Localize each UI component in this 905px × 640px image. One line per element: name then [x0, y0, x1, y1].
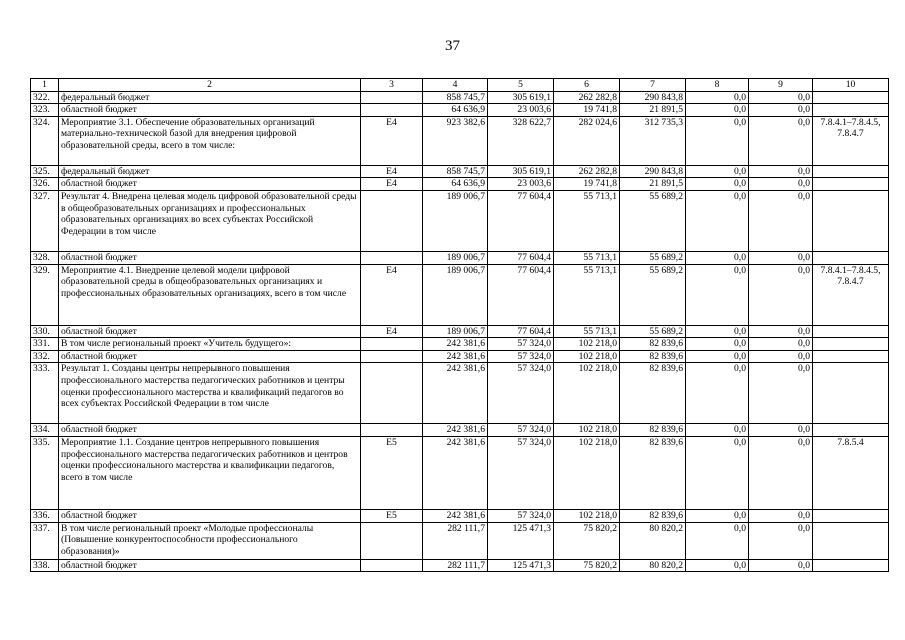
value-col5-cell: 77 604,4 [488, 190, 554, 251]
item-name-cell: областной бюджет [59, 104, 361, 117]
value-col5-cell: 305 619,1 [488, 91, 554, 104]
value-col8-cell: 0,0 [686, 264, 749, 325]
value-col7-cell: 55 689,2 [620, 264, 686, 325]
table-row [31, 424, 889, 437]
row-number-cell: 330. [31, 325, 59, 338]
row-number-cell: 325. [31, 165, 59, 178]
value-col5-cell: 57 324,0 [488, 338, 554, 351]
value-col6-cell: 262 282,8 [554, 91, 620, 104]
value-col8-cell: 0,0 [686, 509, 749, 522]
table-row [31, 116, 889, 165]
item-name-cell: областной бюджет [59, 559, 361, 572]
value-col5-cell: 57 324,0 [488, 509, 554, 522]
value-col9-cell: 0,0 [749, 436, 813, 509]
budget-table [30, 78, 889, 572]
table-row [31, 165, 889, 178]
value-col7-cell: 55 689,2 [620, 325, 686, 338]
reference-cell: 7.8.4.1–7.8.4.5, 7.8.4.7 [813, 264, 889, 325]
reference-cell [813, 165, 889, 178]
code-cell: E5 [361, 436, 423, 509]
value-col5-cell: 57 324,0 [488, 436, 554, 509]
row-number-cell: 329. [31, 264, 59, 325]
table-row [31, 190, 889, 251]
code-cell: E5 [361, 509, 423, 522]
value-col7-cell: 80 820,2 [620, 522, 686, 559]
reference-cell [813, 178, 889, 191]
value-col5-cell: 125 471,3 [488, 559, 554, 572]
item-name-cell: федеральный бюджет [59, 165, 361, 178]
value-col8-cell: 0,0 [686, 325, 749, 338]
table-row [31, 338, 889, 351]
value-col7-cell: 82 839,6 [620, 350, 686, 363]
value-col4-cell: 242 381,6 [423, 363, 488, 424]
row-number-cell: 326. [31, 178, 59, 191]
value-col8-cell: 0,0 [686, 104, 749, 117]
value-col4-cell: 242 381,6 [423, 338, 488, 351]
code-cell [361, 251, 423, 264]
column-header: 4 [423, 79, 488, 92]
value-col7-cell: 80 820,2 [620, 559, 686, 572]
code-cell [361, 424, 423, 437]
value-col9-cell: 0,0 [749, 363, 813, 424]
code-cell [361, 522, 423, 559]
value-col7-cell: 82 839,6 [620, 363, 686, 424]
value-col9-cell: 0,0 [749, 325, 813, 338]
value-col7-cell: 290 843,8 [620, 165, 686, 178]
value-col8-cell: 0,0 [686, 424, 749, 437]
value-col6-cell: 55 713,1 [554, 190, 620, 251]
value-col7-cell: 290 843,8 [620, 91, 686, 104]
row-number-cell: 336. [31, 509, 59, 522]
table-row [31, 509, 889, 522]
item-name-cell: Результат 4. Внедрена целевая модель цифровой образовательной среды в общеобразовательных организациях и профессиональных образовательных организациях во всех субъектах Российской Федерации в том числе [59, 190, 361, 251]
table-row [31, 522, 889, 559]
column-header: 1 [31, 79, 59, 92]
value-col6-cell: 55 713,1 [554, 251, 620, 264]
code-cell [361, 338, 423, 351]
table-row [31, 325, 889, 338]
reference-cell: 7.8.5.4 [813, 436, 889, 509]
code-cell: E4 [361, 264, 423, 325]
value-col8-cell: 0,0 [686, 178, 749, 191]
value-col5-cell: 77 604,4 [488, 325, 554, 338]
code-cell: E4 [361, 325, 423, 338]
row-number-cell: 338. [31, 559, 59, 572]
page-number: 37 [445, 38, 460, 54]
value-col8-cell: 0,0 [686, 338, 749, 351]
value-col6-cell: 75 820,2 [554, 559, 620, 572]
reference-cell [813, 104, 889, 117]
item-name-cell: областной бюджет [59, 251, 361, 264]
row-number-cell: 335. [31, 436, 59, 509]
value-col9-cell: 0,0 [749, 338, 813, 351]
item-name-cell: Мероприятие 3.1. Обеспечение образовательных организаций материально-технической базой для внедрения цифровой образовательной среды, всего в том числе: [59, 116, 361, 165]
column-header: 7 [620, 79, 686, 92]
code-cell: E4 [361, 178, 423, 191]
value-col5-cell: 23 003,6 [488, 178, 554, 191]
row-number-cell: 332. [31, 350, 59, 363]
item-name-cell: областной бюджет [59, 424, 361, 437]
item-name-cell: федеральный бюджет [59, 91, 361, 104]
item-name-cell: В том числе региональный проект «Учитель будущего»: [59, 338, 361, 351]
code-cell [361, 350, 423, 363]
value-col7-cell: 312 735,3 [620, 116, 686, 165]
value-col9-cell: 0,0 [749, 165, 813, 178]
value-col9-cell: 0,0 [749, 104, 813, 117]
value-col7-cell: 82 839,6 [620, 424, 686, 437]
value-col9-cell: 0,0 [749, 178, 813, 191]
value-col6-cell: 262 282,8 [554, 165, 620, 178]
value-col6-cell: 55 713,1 [554, 264, 620, 325]
value-col6-cell: 282 024,6 [554, 116, 620, 165]
value-col5-cell: 57 324,0 [488, 424, 554, 437]
value-col6-cell: 19 741,8 [554, 104, 620, 117]
value-col8-cell: 0,0 [686, 559, 749, 572]
code-cell: E4 [361, 116, 423, 165]
table-row [31, 436, 889, 509]
value-col4-cell: 242 381,6 [423, 424, 488, 437]
value-col6-cell: 102 218,0 [554, 338, 620, 351]
value-col7-cell: 55 689,2 [620, 251, 686, 264]
reference-cell [813, 338, 889, 351]
reference-cell [813, 350, 889, 363]
value-col8-cell: 0,0 [686, 363, 749, 424]
value-col8-cell: 0,0 [686, 436, 749, 509]
table-row [31, 559, 889, 572]
value-col4-cell: 189 006,7 [423, 325, 488, 338]
value-col5-cell: 57 324,0 [488, 363, 554, 424]
value-col6-cell: 102 218,0 [554, 363, 620, 424]
reference-cell [813, 325, 889, 338]
row-number-cell: 337. [31, 522, 59, 559]
row-number-cell: 328. [31, 251, 59, 264]
value-col4-cell: 242 381,6 [423, 509, 488, 522]
value-col5-cell: 305 619,1 [488, 165, 554, 178]
item-name-cell: областной бюджет [59, 350, 361, 363]
value-col4-cell: 858 745,7 [423, 91, 488, 104]
table-row [31, 104, 889, 117]
value-col8-cell: 0,0 [686, 350, 749, 363]
value-col6-cell: 102 218,0 [554, 436, 620, 509]
value-col6-cell: 102 218,0 [554, 350, 620, 363]
reference-cell [813, 251, 889, 264]
column-header: 8 [686, 79, 749, 92]
value-col4-cell: 242 381,6 [423, 350, 488, 363]
value-col4-cell: 189 006,7 [423, 264, 488, 325]
value-col6-cell: 55 713,1 [554, 325, 620, 338]
value-col9-cell: 0,0 [749, 350, 813, 363]
reference-cell [813, 522, 889, 559]
item-name-cell: областной бюджет [59, 178, 361, 191]
value-col7-cell: 55 689,2 [620, 190, 686, 251]
column-header: 6 [554, 79, 620, 92]
code-cell [361, 91, 423, 104]
code-cell: E4 [361, 165, 423, 178]
value-col5-cell: 57 324,0 [488, 350, 554, 363]
value-col4-cell: 282 111,7 [423, 522, 488, 559]
row-number-cell: 333. [31, 363, 59, 424]
value-col7-cell: 21 891,5 [620, 178, 686, 191]
row-number-cell: 327. [31, 190, 59, 251]
value-col6-cell: 19 741,8 [554, 178, 620, 191]
value-col9-cell: 0,0 [749, 264, 813, 325]
value-col4-cell: 64 636,9 [423, 178, 488, 191]
reference-cell [813, 190, 889, 251]
item-name-cell: В том числе региональный проект «Молодые профессионалы (Повышение конкурентоспособности профессионального образования)» [59, 522, 361, 559]
table-row [31, 178, 889, 191]
item-name-cell: Мероприятие 4.1. Внедрение целевой модели цифровой образовательной среды в общеобразовательных организациях и профессиональных образовательных организациях, всего в том числе [59, 264, 361, 325]
value-col5-cell: 77 604,4 [488, 264, 554, 325]
column-header: 3 [361, 79, 423, 92]
value-col8-cell: 0,0 [686, 251, 749, 264]
header-row [31, 79, 889, 92]
item-name-cell: областной бюджет [59, 325, 361, 338]
reference-cell [813, 363, 889, 424]
column-header: 9 [749, 79, 813, 92]
table-body [31, 91, 889, 572]
reference-cell [813, 91, 889, 104]
column-header: 5 [488, 79, 554, 92]
value-col9-cell: 0,0 [749, 424, 813, 437]
value-col6-cell: 75 820,2 [554, 522, 620, 559]
value-col6-cell: 102 218,0 [554, 509, 620, 522]
value-col4-cell: 189 006,7 [423, 251, 488, 264]
value-col4-cell: 242 381,6 [423, 436, 488, 509]
row-number-cell: 323. [31, 104, 59, 117]
value-col4-cell: 64 636,9 [423, 104, 488, 117]
table-row [31, 91, 889, 104]
value-col7-cell: 21 891,5 [620, 104, 686, 117]
value-col4-cell: 282 111,7 [423, 559, 488, 572]
value-col5-cell: 125 471,3 [488, 522, 554, 559]
value-col9-cell: 0,0 [749, 509, 813, 522]
value-col8-cell: 0,0 [686, 116, 749, 165]
value-col9-cell: 0,0 [749, 522, 813, 559]
code-cell [361, 559, 423, 572]
value-col5-cell: 23 003,6 [488, 104, 554, 117]
table-row [31, 350, 889, 363]
code-cell [361, 363, 423, 424]
column-header: 10 [813, 79, 889, 92]
row-number-cell: 324. [31, 116, 59, 165]
reference-cell [813, 559, 889, 572]
table-row [31, 363, 889, 424]
reference-cell: 7.8.4.1–7.8.4.5, 7.8.4.7 [813, 116, 889, 165]
value-col8-cell: 0,0 [686, 522, 749, 559]
item-name-cell: Результат 1. Созданы центры непрерывного повышения профессионального мастерства педагогических работников и центры оценки профессионального мастерства и квалификаций педагогов во всех субъектах Российской Федерации в том числе [59, 363, 361, 424]
value-col9-cell: 0,0 [749, 190, 813, 251]
item-name-cell: областной бюджет [59, 509, 361, 522]
value-col5-cell: 77 604,4 [488, 251, 554, 264]
value-col4-cell: 858 745,7 [423, 165, 488, 178]
row-number-cell: 322. [31, 91, 59, 104]
row-number-cell: 334. [31, 424, 59, 437]
reference-cell [813, 509, 889, 522]
row-number-cell: 331. [31, 338, 59, 351]
value-col5-cell: 328 622,7 [488, 116, 554, 165]
code-cell [361, 190, 423, 251]
value-col8-cell: 0,0 [686, 190, 749, 251]
value-col9-cell: 0,0 [749, 251, 813, 264]
value-col7-cell: 82 839,6 [620, 436, 686, 509]
value-col4-cell: 923 382,6 [423, 116, 488, 165]
value-col4-cell: 189 006,7 [423, 190, 488, 251]
reference-cell [813, 424, 889, 437]
table-row [31, 264, 889, 325]
column-header: 2 [59, 79, 361, 92]
value-col7-cell: 82 839,6 [620, 509, 686, 522]
table-row [31, 251, 889, 264]
value-col7-cell: 82 839,6 [620, 338, 686, 351]
value-col8-cell: 0,0 [686, 165, 749, 178]
value-col9-cell: 0,0 [749, 116, 813, 165]
value-col6-cell: 102 218,0 [554, 424, 620, 437]
value-col9-cell: 0,0 [749, 91, 813, 104]
value-col9-cell: 0,0 [749, 559, 813, 572]
item-name-cell: Мероприятие 1.1. Создание центров непрерывного повышения профессионального мастерства педагогических работников и центров оценки профессионального мастерства и квалификации педагогов, всего в том числе [59, 436, 361, 509]
value-col8-cell: 0,0 [686, 91, 749, 104]
code-cell [361, 104, 423, 117]
